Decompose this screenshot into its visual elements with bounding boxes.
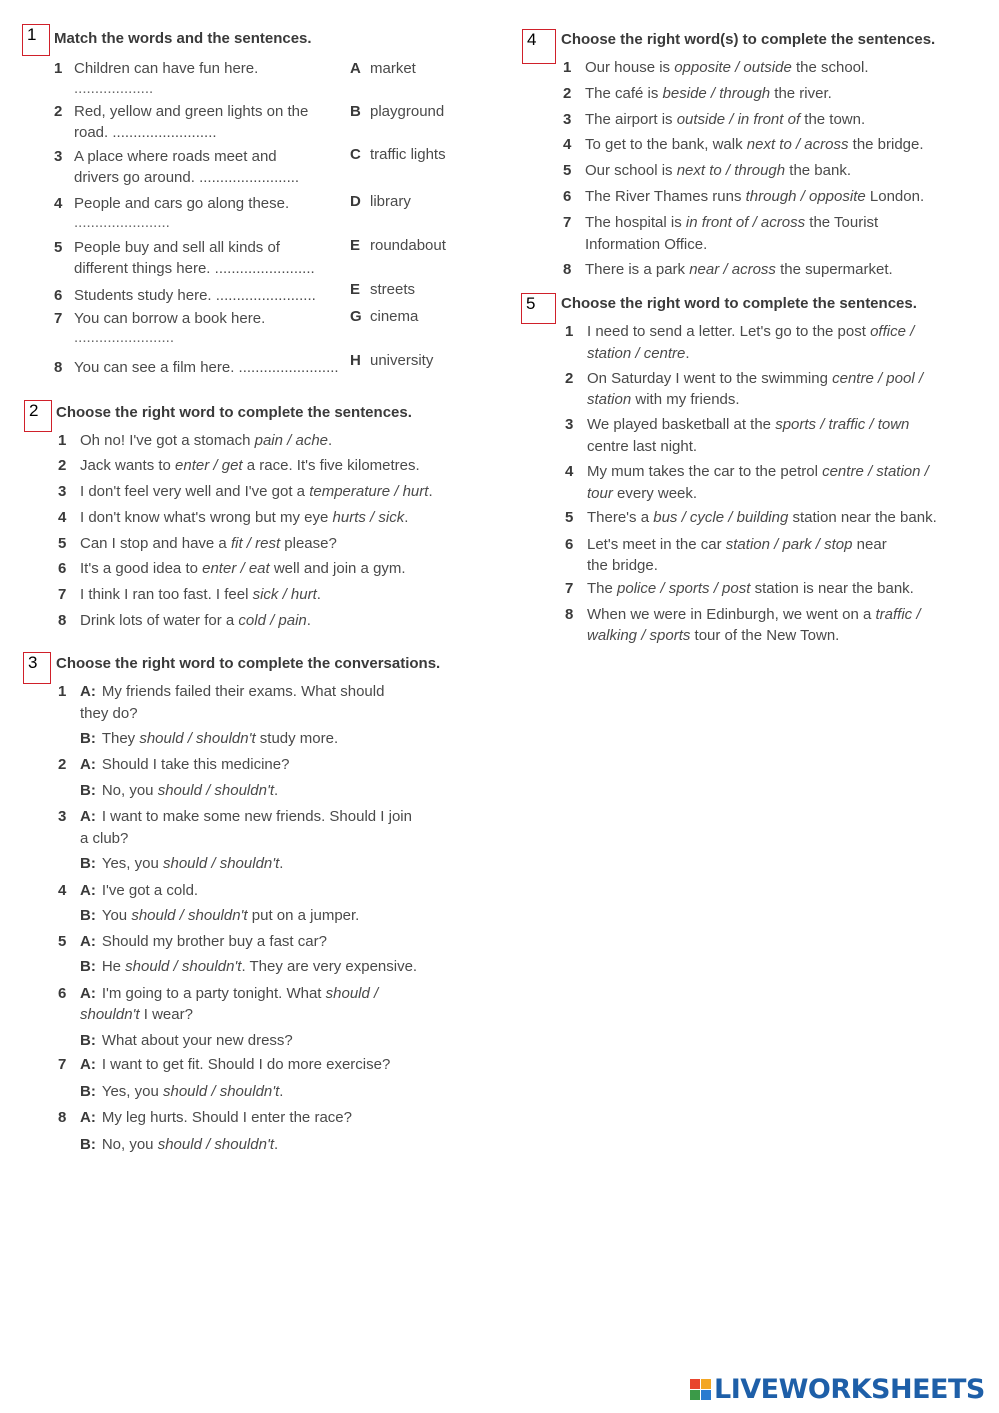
exercise-1-heading: Match the words and the sentences.: [54, 30, 312, 47]
item-number: 6: [58, 985, 67, 1002]
word-choice[interactable]: pain / ache: [254, 432, 329, 449]
item-number: 2: [565, 370, 574, 387]
item-number: 6: [54, 287, 63, 304]
item-number: 1: [58, 683, 67, 700]
item-text: A place where roads meet and: [74, 148, 277, 165]
item-text-end: .: [428, 483, 433, 500]
speaker-b-line: No, you: [101, 1136, 158, 1153]
item-number: 7: [58, 1056, 67, 1073]
word-choice[interactable]: shouldn't: [80, 1006, 140, 1023]
word-choice[interactable]: temperature / hurt: [309, 483, 429, 500]
item-number: 3: [54, 148, 63, 165]
exercise-2-number-box: 2: [24, 400, 52, 432]
item-number: 5: [58, 933, 67, 950]
item-text: Can I stop and have a: [80, 535, 231, 552]
item-number: 4: [54, 195, 63, 212]
speaker-a: A:: [80, 1109, 96, 1126]
word-choice[interactable]: office /: [870, 323, 915, 340]
item-number: 8: [58, 1109, 67, 1126]
speaker-b-line: He: [101, 958, 126, 975]
item-text: The: [587, 580, 618, 597]
answer-blank[interactable]: road. .........................: [74, 124, 217, 141]
item-text: Oh no! I've got a stomach: [80, 432, 255, 449]
speaker-b-line: What about your new dress?: [101, 1032, 293, 1049]
item-number: 5: [58, 535, 67, 552]
item-number: 7: [54, 310, 63, 327]
speaker-b-line: No, you: [101, 782, 158, 799]
option-letter: H: [350, 352, 361, 369]
speaker-a-line: Should I take this medicine?: [101, 756, 290, 773]
item-number: 3: [58, 483, 67, 500]
item-text: On Saturday I went to the swimming: [587, 370, 833, 387]
item-text: To get to the bank, walk: [585, 136, 747, 153]
option-letter: E: [350, 281, 361, 298]
speaker-a: A:: [80, 1056, 96, 1073]
liveworksheets-logo-text: LIVEWORKSHEETS: [714, 1373, 985, 1405]
item-text: Drink lots of water for a: [80, 612, 239, 629]
option-letter: A: [350, 60, 361, 77]
answer-blank[interactable]: drivers go around. ........................: [74, 169, 300, 186]
speaker-a: A:: [80, 683, 96, 700]
option-word: library: [370, 193, 411, 210]
item-text: You can borrow a book here.: [74, 310, 266, 327]
item-text: The hospital is: [585, 214, 686, 231]
item-text-end: .: [328, 432, 333, 449]
word-choice[interactable]: cold / pain: [238, 612, 307, 629]
item-text: Children can have fun here.: [74, 60, 259, 77]
word-choice[interactable]: centre / station /: [822, 463, 929, 480]
item-text: Red, yellow and green lights on the: [74, 103, 309, 120]
item-text: The airport is: [585, 111, 677, 128]
speaker-b-line: You: [101, 907, 132, 924]
item-number: 8: [54, 359, 63, 376]
speaker-a: A:: [80, 985, 96, 1002]
word-choice[interactable]: bus / cycle / building: [653, 509, 789, 526]
word-choice[interactable]: should /: [325, 985, 379, 1002]
item-text-end: centre last night.: [587, 438, 698, 455]
option-letter: D: [350, 193, 361, 210]
item-text-end: .: [404, 509, 409, 526]
speaker-a-line: I want to make some new friends. Should I join: [101, 808, 412, 825]
exercise-3-number-box: 3: [23, 652, 51, 684]
item-number: 6: [563, 188, 572, 205]
word-choice[interactable]: should / shouldn't: [125, 958, 242, 975]
word-choice[interactable]: outside / in front of: [676, 111, 801, 128]
item-text-end: the bridge.: [848, 136, 924, 153]
speaker-b: B:: [80, 1136, 96, 1153]
speaker-b-line-end: put on a jumper.: [247, 907, 360, 924]
speaker-a: A:: [80, 756, 96, 773]
word-choice[interactable]: walking / sports: [587, 627, 691, 644]
item-number: 1: [565, 323, 574, 340]
exercise-2-heading: Choose the right word to complete the sentences.: [56, 404, 412, 421]
word-choice[interactable]: sports / traffic / town: [775, 416, 910, 433]
item-text: There is a park: [585, 261, 690, 278]
speaker-b: B:: [80, 730, 96, 747]
speaker-a-line: I've got a cold.: [101, 882, 199, 899]
word-choice[interactable]: through / opposite: [745, 188, 866, 205]
item-number: 8: [563, 261, 572, 278]
speaker-a-line: I'm going to a party tonight. What: [101, 985, 326, 1002]
item-text: People and cars go along these.: [74, 195, 290, 212]
speaker-b-line-end: .: [279, 855, 284, 872]
item-text-end: the school.: [791, 59, 869, 76]
item-number: 7: [58, 586, 67, 603]
answer-blank[interactable]: ...................: [74, 80, 154, 97]
word-choice[interactable]: should / shouldn't: [157, 782, 274, 799]
item-number: 1: [58, 432, 67, 449]
item-number: 4: [565, 463, 574, 480]
speaker-b: B:: [80, 1083, 96, 1100]
word-choice[interactable]: sick / hurt: [252, 586, 317, 603]
speaker-b-line-end: study more.: [255, 730, 339, 747]
answer-blank[interactable]: .......................: [74, 214, 170, 231]
word-choice[interactable]: in front of / across: [685, 214, 806, 231]
word-choice[interactable]: next to / through: [676, 162, 786, 179]
item-number: 2: [58, 756, 67, 773]
speaker-a-line-2: a club?: [80, 830, 129, 847]
item-number: 5: [565, 509, 574, 526]
word-choice[interactable]: station / park / stop: [725, 536, 853, 553]
option-letter: E: [350, 237, 361, 254]
word-choice[interactable]: should / shouldn't: [163, 855, 280, 872]
word-choice[interactable]: hurts / sick: [332, 509, 405, 526]
item-text-end: .: [306, 612, 311, 629]
item-number: 8: [58, 612, 67, 629]
item-text: Our house is: [585, 59, 675, 76]
item-number: 3: [563, 111, 572, 128]
item-text: I need to send a letter. Let's go to the post: [587, 323, 871, 340]
word-choice[interactable]: should / shouldn't: [131, 907, 248, 924]
item-text: It's a good idea to: [80, 560, 203, 577]
item-text: We played basketball at the: [587, 416, 776, 433]
item-number: 7: [563, 214, 572, 231]
item-text: There's a: [587, 509, 654, 526]
item-text-line-2: Information Office.: [585, 236, 708, 253]
item-number: 5: [54, 239, 63, 256]
answer-blank[interactable]: different things here. ........................: [74, 260, 315, 277]
speaker-b: B:: [80, 782, 96, 799]
item-text-end: with my friends.: [631, 391, 740, 408]
option-word: market: [370, 60, 416, 77]
item-text-end: tour of the New Town.: [690, 627, 840, 644]
speaker-a: A:: [80, 808, 96, 825]
speaker-a: A:: [80, 933, 96, 950]
item-text-end: the town.: [800, 111, 866, 128]
item-text-end: every week.: [612, 485, 698, 502]
item-text: People buy and sell all kinds of: [74, 239, 280, 256]
item-number: 4: [563, 136, 572, 153]
item-number: 6: [565, 536, 574, 553]
item-text-end: the river.: [770, 85, 832, 102]
item-number: 6: [58, 560, 67, 577]
exercise-1-number-box: 1: [22, 24, 50, 56]
item-text: When we were in Edinburgh, we went on a: [587, 606, 876, 623]
speaker-a: A:: [80, 882, 96, 899]
option-word: streets: [370, 281, 416, 298]
speaker-b-line-end: . They are very expensive.: [241, 958, 418, 975]
item-text: The café is: [585, 85, 663, 102]
speaker-b: B:: [80, 907, 96, 924]
item-number: 4: [58, 882, 67, 899]
speaker-b-line: Yes, you: [101, 1083, 163, 1100]
item-number: 7: [565, 580, 574, 597]
item-text[interactable]: You can see a film here. ........................: [74, 359, 339, 376]
item-number: 5: [563, 162, 572, 179]
item-number: 1: [54, 60, 63, 77]
item-number: 3: [58, 808, 67, 825]
option-word: playground: [370, 103, 445, 120]
item-text: Our school is: [585, 162, 677, 179]
speaker-b-line: They: [101, 730, 140, 747]
speaker-b-line-end: .: [273, 1136, 279, 1153]
item-text-end: the supermarket.: [775, 261, 893, 278]
word-choice[interactable]: fit / rest: [230, 535, 281, 552]
speaker-b: B:: [80, 855, 96, 872]
item-number: 4: [58, 509, 67, 526]
item-text-end: .: [316, 586, 321, 603]
item-text-end: near: [852, 536, 887, 553]
answer-blank[interactable]: ........................: [74, 329, 175, 346]
item-text-end: .: [685, 345, 690, 362]
option-word: traffic lights: [370, 146, 446, 163]
option-letter: G: [350, 308, 362, 325]
word-choice[interactable]: centre / pool /: [832, 370, 923, 387]
item-text-end: station is near the bank.: [750, 580, 914, 597]
word-choice[interactable]: should / shouldn't: [163, 1083, 280, 1100]
item-text-end: please?: [280, 535, 337, 552]
word-choice[interactable]: station / centre: [587, 345, 686, 362]
item-text: The River Thames runs: [585, 188, 746, 205]
word-choice[interactable]: police / sports / post: [617, 580, 751, 597]
speaker-a-line: Should my brother buy a fast car?: [101, 933, 327, 950]
item-text-line-2: the bridge.: [587, 557, 658, 574]
item-number: 3: [565, 416, 574, 433]
liveworksheets-logo[interactable]: [690, 1374, 985, 1404]
item-text: My mum takes the car to the petrol: [587, 463, 823, 480]
exercise-4-heading: Choose the right word(s) to complete the sentences.: [561, 31, 936, 48]
word-choice[interactable]: beside / through: [662, 85, 771, 102]
speaker-b-line: Yes, you: [101, 855, 163, 872]
item-text[interactable]: Students study here. ........................: [74, 287, 316, 304]
option-letter: B: [350, 103, 361, 120]
speaker-a-line-2: I wear?: [139, 1006, 193, 1023]
speaker-a-line: My friends failed their exams. What should: [101, 683, 385, 700]
item-text-end: well and join a gym.: [269, 560, 406, 577]
item-text-end: a race. It's five kilometres.: [242, 457, 420, 474]
exercise-4-number-box: 4: [522, 29, 556, 64]
item-number: 8: [565, 606, 574, 623]
item-number: 2: [54, 103, 63, 120]
item-text: I don't know what's wrong but my eye: [80, 509, 333, 526]
exercise-5-heading: Choose the right word to complete the sentences.: [561, 295, 917, 312]
item-text-end: the Tourist: [805, 214, 879, 231]
liveworksheets-logo-icon: [690, 1379, 711, 1400]
option-word: university: [370, 352, 434, 369]
item-text: I don't feel very well and I've got a: [80, 483, 310, 500]
item-number: 1: [563, 59, 572, 76]
option-letter: C: [350, 146, 361, 163]
exercise-3-heading: Choose the right word to complete the conversations.: [56, 655, 441, 672]
exercise-5-number-box: 5: [521, 293, 556, 324]
item-number: 2: [58, 457, 67, 474]
item-text-end: station near the bank.: [788, 509, 937, 526]
word-choice[interactable]: next to / across: [746, 136, 849, 153]
word-choice[interactable]: station: [587, 391, 632, 408]
speaker-b-line-end: .: [273, 782, 279, 799]
item-number: 2: [563, 85, 572, 102]
word-choice[interactable]: should / shouldn't: [157, 1136, 274, 1153]
option-word: cinema: [370, 308, 419, 325]
speaker-a-line: My leg hurts. Should I enter the race?: [101, 1109, 352, 1126]
option-word: roundabout: [370, 237, 446, 254]
word-choice[interactable]: tour: [587, 485, 613, 502]
speaker-b: B:: [80, 958, 96, 975]
speaker-a-line-2: they do?: [80, 705, 138, 722]
item-text: I think I ran too fast. I feel: [80, 586, 253, 603]
item-text: Let's meet in the car: [587, 536, 726, 553]
item-text-end: the bank.: [785, 162, 851, 179]
word-choice[interactable]: traffic /: [875, 606, 921, 623]
word-choice[interactable]: opposite / outside: [674, 59, 792, 76]
item-text-end: London.: [865, 188, 925, 205]
word-choice[interactable]: should / shouldn't: [139, 730, 256, 747]
word-choice[interactable]: enter / eat: [202, 560, 270, 577]
word-choice[interactable]: enter / get: [175, 457, 243, 474]
word-choice[interactable]: near / across: [689, 261, 776, 278]
speaker-b: B:: [80, 1032, 96, 1049]
item-text: Jack wants to: [80, 457, 176, 474]
speaker-a-line: I want to get fit. Should I do more exercise?: [101, 1056, 391, 1073]
speaker-b-line-end: .: [279, 1083, 284, 1100]
